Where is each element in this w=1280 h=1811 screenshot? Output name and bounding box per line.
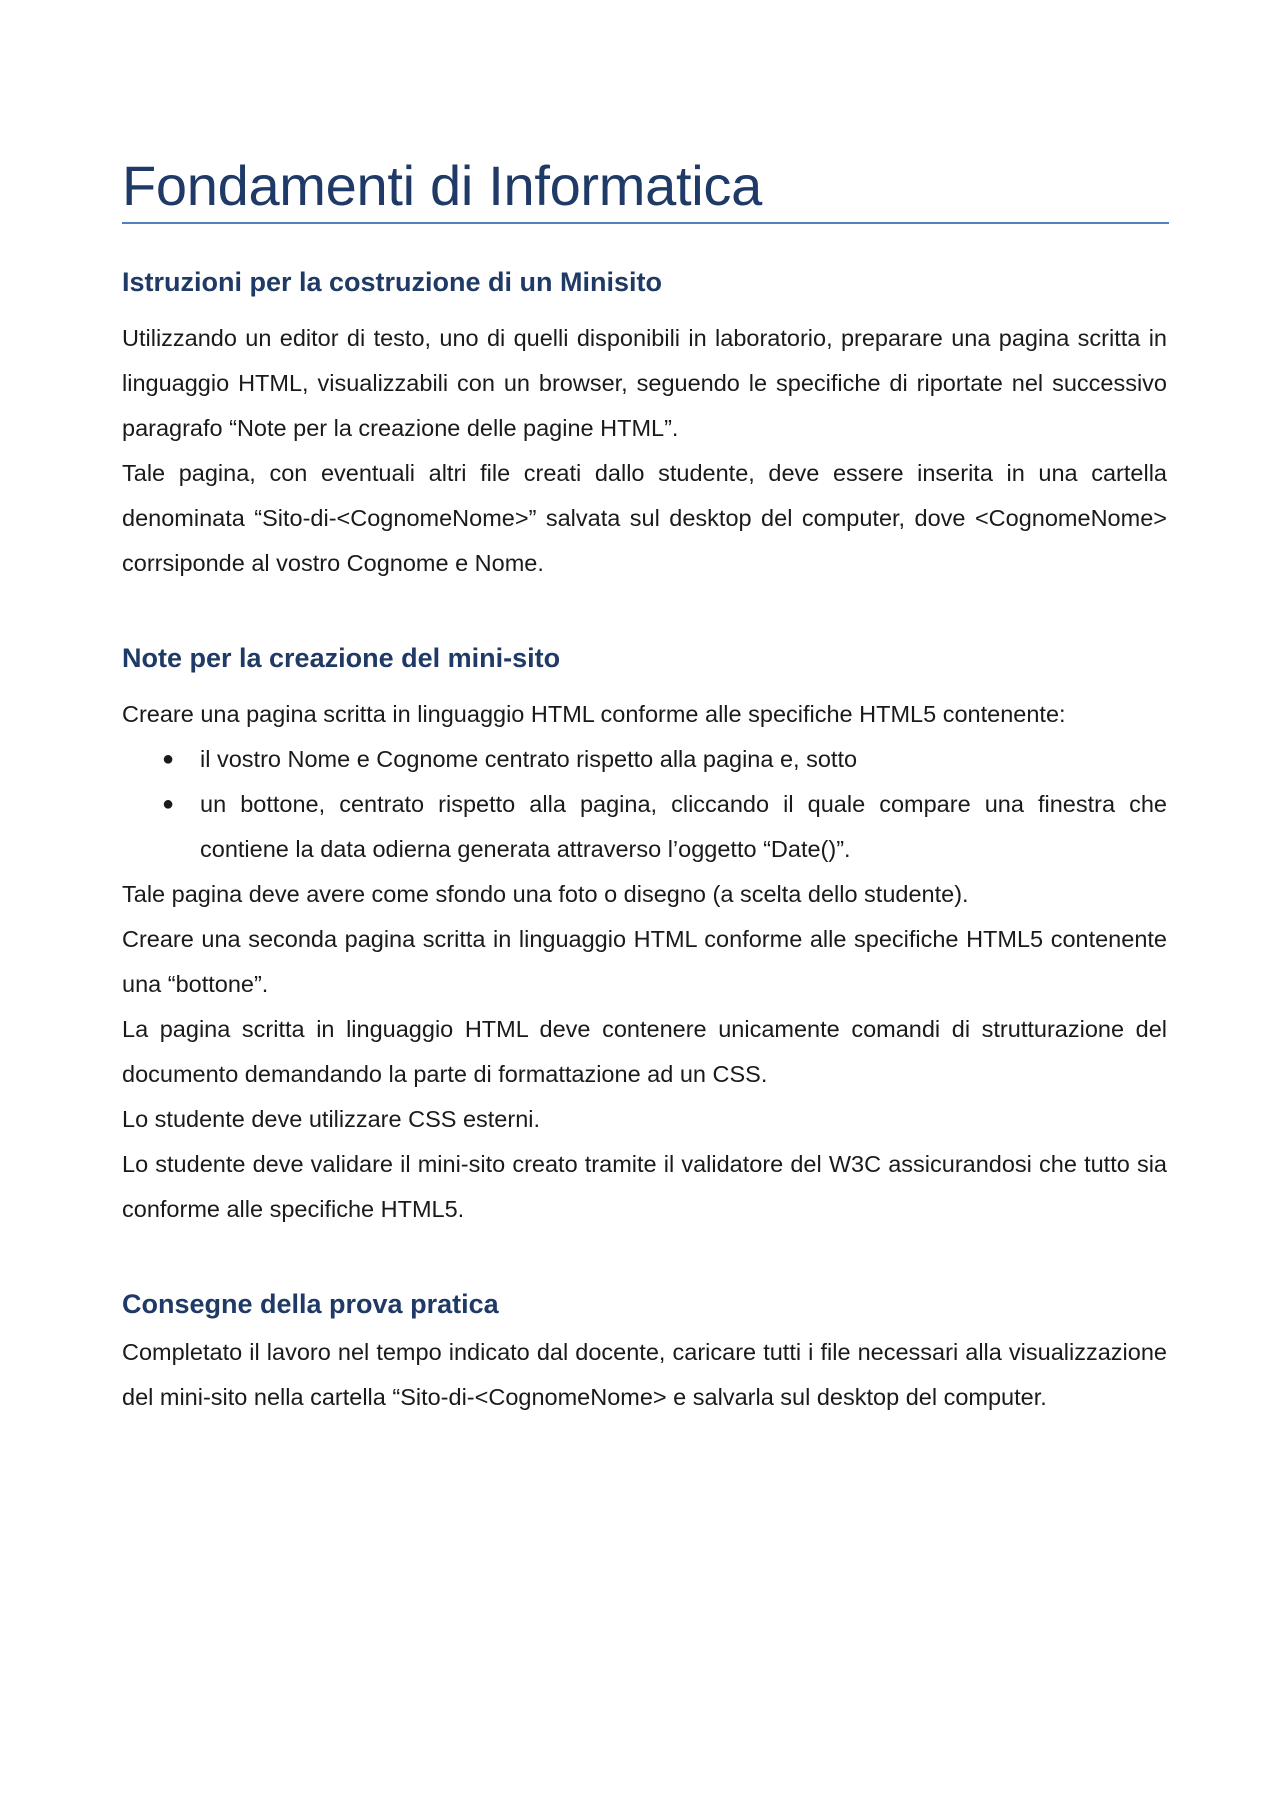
list-item — [122, 737, 1167, 782]
paragraph: Tale pagina, con eventuali altri file creati dallo studente, deve essere inserita in una cartella denominata “Sito-di-<CognomeNome>” salvata sul desktop del computer, dove <CognomeNome> corrsiponde al vostro Cognome e Nome. — [122, 460, 1167, 576]
title-underline — [122, 222, 1169, 224]
document-page — [122, 0, 1167, 1420]
paragraph: Lo studente deve validare il mini-sito creato tramite il validatore del W3C assicurandosi che tutto sia conforme alle specifiche HTML5. — [122, 1151, 1167, 1222]
section-heading-note: Note per la creazione del mini-sito — [122, 643, 561, 673]
bullet-icon: ● — [162, 748, 175, 770]
paragraph-intro: Creare una pagina scritta in linguaggio HTML conforme alle specifiche HTML5 contenente: — [122, 701, 1066, 727]
paragraph: Utilizzando un editor di testo, uno di quelli disponibili in laboratorio, preparare una pagina scritta in linguaggio HTML, visualizzabili con un browser, seguendo le specifiche di riportate nel successivo paragrafo “Note per la creazione delle pagine HTML”. — [122, 325, 1167, 441]
section-note — [122, 640, 1167, 1232]
section-istruzioni — [122, 264, 1167, 586]
paragraph: Lo studente deve utilizzare CSS esterni. — [122, 1106, 541, 1132]
section-consegne — [122, 1286, 1167, 1420]
section-heading-istruzioni: Istruzioni per la costruzione di un Minisito — [122, 267, 663, 297]
bullet-list — [122, 737, 1167, 872]
document-title: Fondamenti di Informatica — [122, 154, 762, 217]
section-heading-consegne: Consegne della prova pratica — [122, 1289, 499, 1319]
paragraph: Creare una seconda pagina scritta in linguaggio HTML conforme alle specifiche HTML5 contenente una “bottone”. — [122, 926, 1167, 997]
paragraph: La pagina scritta in linguaggio HTML deve contenere unicamente comandi di strutturazione del documento demandando la parte di formattazione ad un CSS. — [122, 1016, 1167, 1087]
list-item-text: un bottone, centrato rispetto alla pagina, cliccando il quale compare una finestra che contiene la data odierna generata attraverso l’oggetto “Date()”. — [200, 791, 1167, 862]
list-item — [122, 782, 1167, 872]
paragraph: Tale pagina deve avere come sfondo una foto o disegno (a scelta dello studente). — [122, 881, 969, 907]
bullet-icon: ● — [162, 793, 175, 815]
list-item-text: il vostro Nome e Cognome centrato rispetto alla pagina e, sotto — [200, 746, 858, 772]
paragraph: Completato il lavoro nel tempo indicato dal docente, caricare tutti i file necessari alla visualizzazione del mini-sito nella cartella “Sito-di-<CognomeNome> e salvarla sul desktop del computer. — [122, 1339, 1167, 1410]
